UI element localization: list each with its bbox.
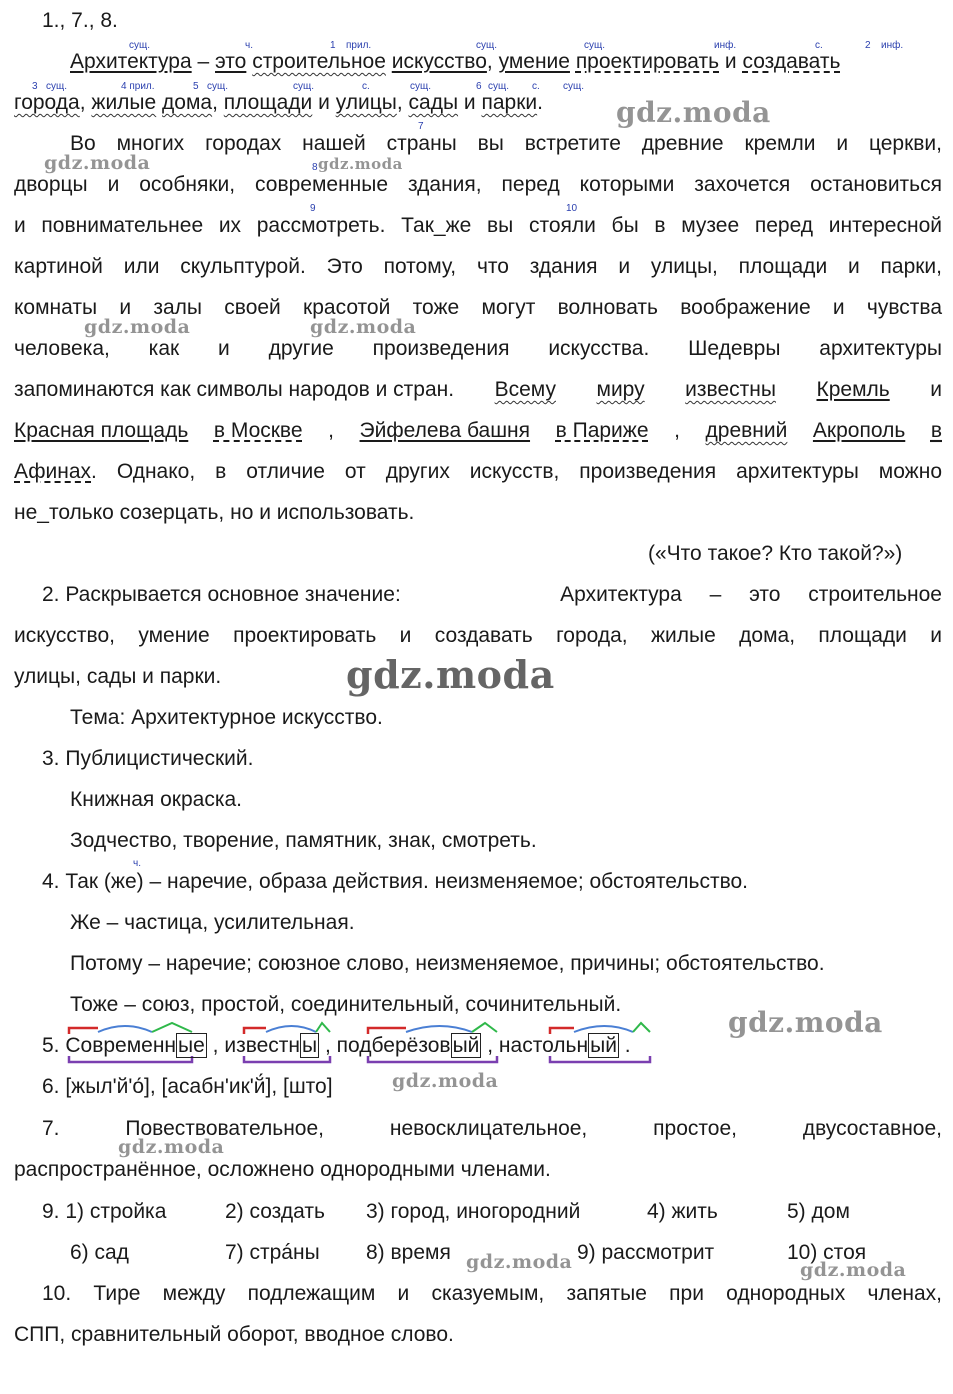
annotation: сущ. [207, 81, 229, 92]
word: в [930, 419, 942, 442]
annotation: 3 [32, 81, 38, 92]
answer-9-7: 7) стрáны [225, 1241, 320, 1264]
task-numbers: 1., 7., 8. [42, 9, 118, 32]
watermark: gdz.moda [728, 1006, 883, 1039]
word: миру [596, 378, 645, 401]
word: проектировать [575, 50, 720, 73]
watermark: gdz.moda [392, 1070, 499, 1092]
annotation: сущ. [488, 81, 510, 92]
word: это [215, 50, 247, 73]
annotation: сущ. [476, 40, 498, 51]
annotation: 8 [312, 162, 318, 173]
text-part: 2. Раскрывается основное значение: [42, 583, 401, 606]
annotation: 1 [330, 40, 336, 51]
suffix-mark [316, 1023, 330, 1032]
watermark: gdz.moda [84, 316, 191, 338]
annotation: ч. [245, 40, 253, 51]
answer-4-a: 4. Так (же) – наречие, образа действия. неизменяемое; обстоятельство. [42, 870, 749, 893]
word: искусство [391, 50, 487, 73]
annotation: 5 [193, 81, 199, 92]
answer-6: 6. [жыл'й'о́], [асабн'ик'й́], [што] [42, 1075, 333, 1098]
annotation: ч. [133, 858, 141, 869]
watermark: gdz.moda [44, 152, 151, 174]
answer-2-line-1 [42, 582, 942, 607]
watermark: gdz.moda [346, 652, 555, 697]
annotation: сущ. [563, 81, 585, 92]
word: Красная площадь [14, 419, 189, 442]
word: и [318, 91, 330, 114]
text-line-7: комнаты и залы своей красотой тоже могут волновать воображение и чувства [14, 296, 942, 319]
answer-7-b: распространённое, осложнено однородными членами. [14, 1158, 551, 1181]
word-stem: известн [224, 1034, 301, 1057]
answer-2-line-2: искусство, умение проектировать и создавать города, жилые дома, площади и [14, 624, 942, 647]
answer-9-8: 8) время [366, 1241, 451, 1264]
conj: и [719, 50, 743, 73]
answer-5 [42, 1033, 631, 1058]
word: и [463, 91, 476, 114]
text-line-8: человека, как и другие произведения искусства. Шедевры архитектуры [14, 337, 942, 360]
word-ending: ый [590, 1034, 617, 1057]
comma: , [212, 1034, 219, 1057]
word: дома [162, 91, 213, 114]
annotation: 7 [418, 121, 424, 132]
annotation: сущ. [46, 81, 68, 92]
text-part: запоминаются как символы народов и стран. [14, 378, 455, 401]
annotation: сущ. [584, 40, 606, 51]
comma: , [324, 1034, 331, 1057]
annotation: сущ. [129, 40, 151, 51]
watermark: gdz.moda [310, 316, 417, 338]
word: Всему [494, 378, 556, 401]
annotation: сущ. [410, 81, 432, 92]
word: сады [408, 91, 459, 114]
word: Акрополь [812, 419, 906, 442]
word: Кремль [816, 378, 890, 401]
word: Афинах [14, 460, 92, 483]
word-stem: настольн [498, 1034, 589, 1057]
annotation: 4 прил. [121, 81, 155, 92]
answer-3: 3. Публицистический. [42, 747, 254, 770]
word: и [930, 378, 942, 401]
text-line-10: Красная площадь в Москве , Эйфелева башня в Париже , древний Акрополь в [14, 419, 942, 442]
answer-9-1: 9. 1) стройка [42, 1200, 167, 1223]
word-stem: Современн [65, 1034, 177, 1057]
annotation: с. [362, 81, 370, 92]
annotation: прил. [346, 40, 372, 51]
text-part: Архитектура – это строительное [560, 583, 942, 606]
text-line-12: не_только созерцать, но и использовать. [14, 501, 415, 524]
word: улицы [335, 91, 397, 114]
word: Эйфелева башня [359, 419, 531, 442]
suffix-mark [472, 1023, 497, 1032]
text-line-11 [14, 459, 942, 484]
word: площади [223, 91, 313, 114]
source-citation: («Что такое? Кто такой?») [648, 542, 903, 565]
answer-9-4: 4) жить [647, 1200, 718, 1223]
answer-9-9: 9) рассмотрит [577, 1241, 715, 1264]
watermark: gdz.moda [118, 1136, 225, 1158]
answer-9-10: 10) стоя [787, 1241, 867, 1264]
word: древний [705, 419, 788, 442]
annotation: 2 [865, 40, 871, 51]
answer-number: 5. [42, 1034, 60, 1057]
text-line-5: и повнимательнее их рассмотреть. Так_же вы стояли бы в музее перед интересной [14, 214, 942, 237]
annotation: инф. [881, 40, 904, 51]
word: в Москве [213, 419, 303, 442]
annotation: 9 [310, 203, 316, 214]
word-ending: ый [452, 1034, 480, 1057]
answer-10-b: СПП, сравнительный оборот, вводное слово. [14, 1323, 454, 1346]
watermark: gdz.moda [616, 96, 771, 129]
answer-4-b: Же – частица, усилительная. [70, 911, 355, 934]
suffix-mark [152, 1023, 192, 1032]
answer-9-5: 5) дом [787, 1200, 850, 1223]
answer-9-3: 3) город, иногородний [366, 1200, 581, 1223]
watermark: gdz.moda [318, 155, 403, 173]
dash: – [191, 50, 216, 73]
root-mark [266, 1026, 316, 1032]
answer-10-a: 10. Тире между подлежащим и сказуемым, запятые при однородных членах, [42, 1282, 942, 1305]
word-stem: подберёзов [336, 1034, 451, 1057]
annotation: сущ. [293, 81, 315, 92]
word: известны [685, 378, 776, 401]
answer-9-2: 2) создать [225, 1200, 325, 1223]
word: жилые [91, 91, 157, 114]
word: в Париже [555, 419, 649, 442]
word: парки [481, 91, 538, 114]
answer-3-b: Книжная окраска. [70, 788, 242, 811]
word: умение [498, 50, 570, 73]
text-line-4: дворцы и особняки, современные здания, перед которыми захочется остановиться [14, 173, 942, 196]
watermark: gdz.moda [800, 1259, 907, 1281]
answer-theme: Тема: Архитектурное искусство. [70, 706, 383, 729]
annotation: инф. [714, 40, 737, 51]
comma: , [486, 50, 499, 73]
period: . [624, 1034, 631, 1057]
text-line-2: города, жилые дома, площади и улицы, сады и парки. [14, 91, 543, 114]
answer-2-line-3: улицы, сады и парки. [14, 665, 222, 688]
annotation: 10 [566, 203, 578, 214]
text-part: . Однако, в отличие от других искусств, произведения архитектуры можно [91, 460, 942, 483]
answer-4-d: Тоже – союз, простой, соединительный, сочинительный. [70, 993, 622, 1016]
answer-3-c: Зодчество, творение, памятник, знак, смотреть. [70, 829, 537, 852]
annotation: 6 [476, 81, 482, 92]
word-ending: ы [302, 1034, 318, 1057]
watermark: gdz.moda [466, 1251, 573, 1273]
word: создавать [742, 50, 841, 73]
comma: , [487, 1034, 494, 1057]
text-line-9 [14, 377, 942, 402]
suffix-mark [633, 1023, 650, 1032]
root-mark [406, 1026, 472, 1032]
word-ending: ые [178, 1034, 205, 1057]
answer-9-6: 6) сад [70, 1241, 129, 1264]
text-line-6: картиной или скульптурой. Это потому, что здания и улицы, площади и парки, [14, 255, 942, 278]
text-line-1 [70, 49, 840, 74]
annotation: с. [815, 40, 823, 51]
answer-4-c: Потому – наречие; союзное слово, неизменяемое, причины; обстоятельство. [70, 952, 825, 975]
answer-7-a: 7. Повествовательное, невосклицательное, простое, двусоставное, [42, 1117, 942, 1140]
root-mark [574, 1026, 633, 1032]
subject-word: Архитектура [70, 50, 192, 73]
annotation: с. [532, 81, 540, 92]
word: города [14, 91, 80, 114]
word: строительное [252, 50, 386, 73]
text-line-3: Во многих городах нашей страны вы встретите древние кремли и церкви, [70, 132, 942, 155]
root-mark [98, 1026, 152, 1032]
